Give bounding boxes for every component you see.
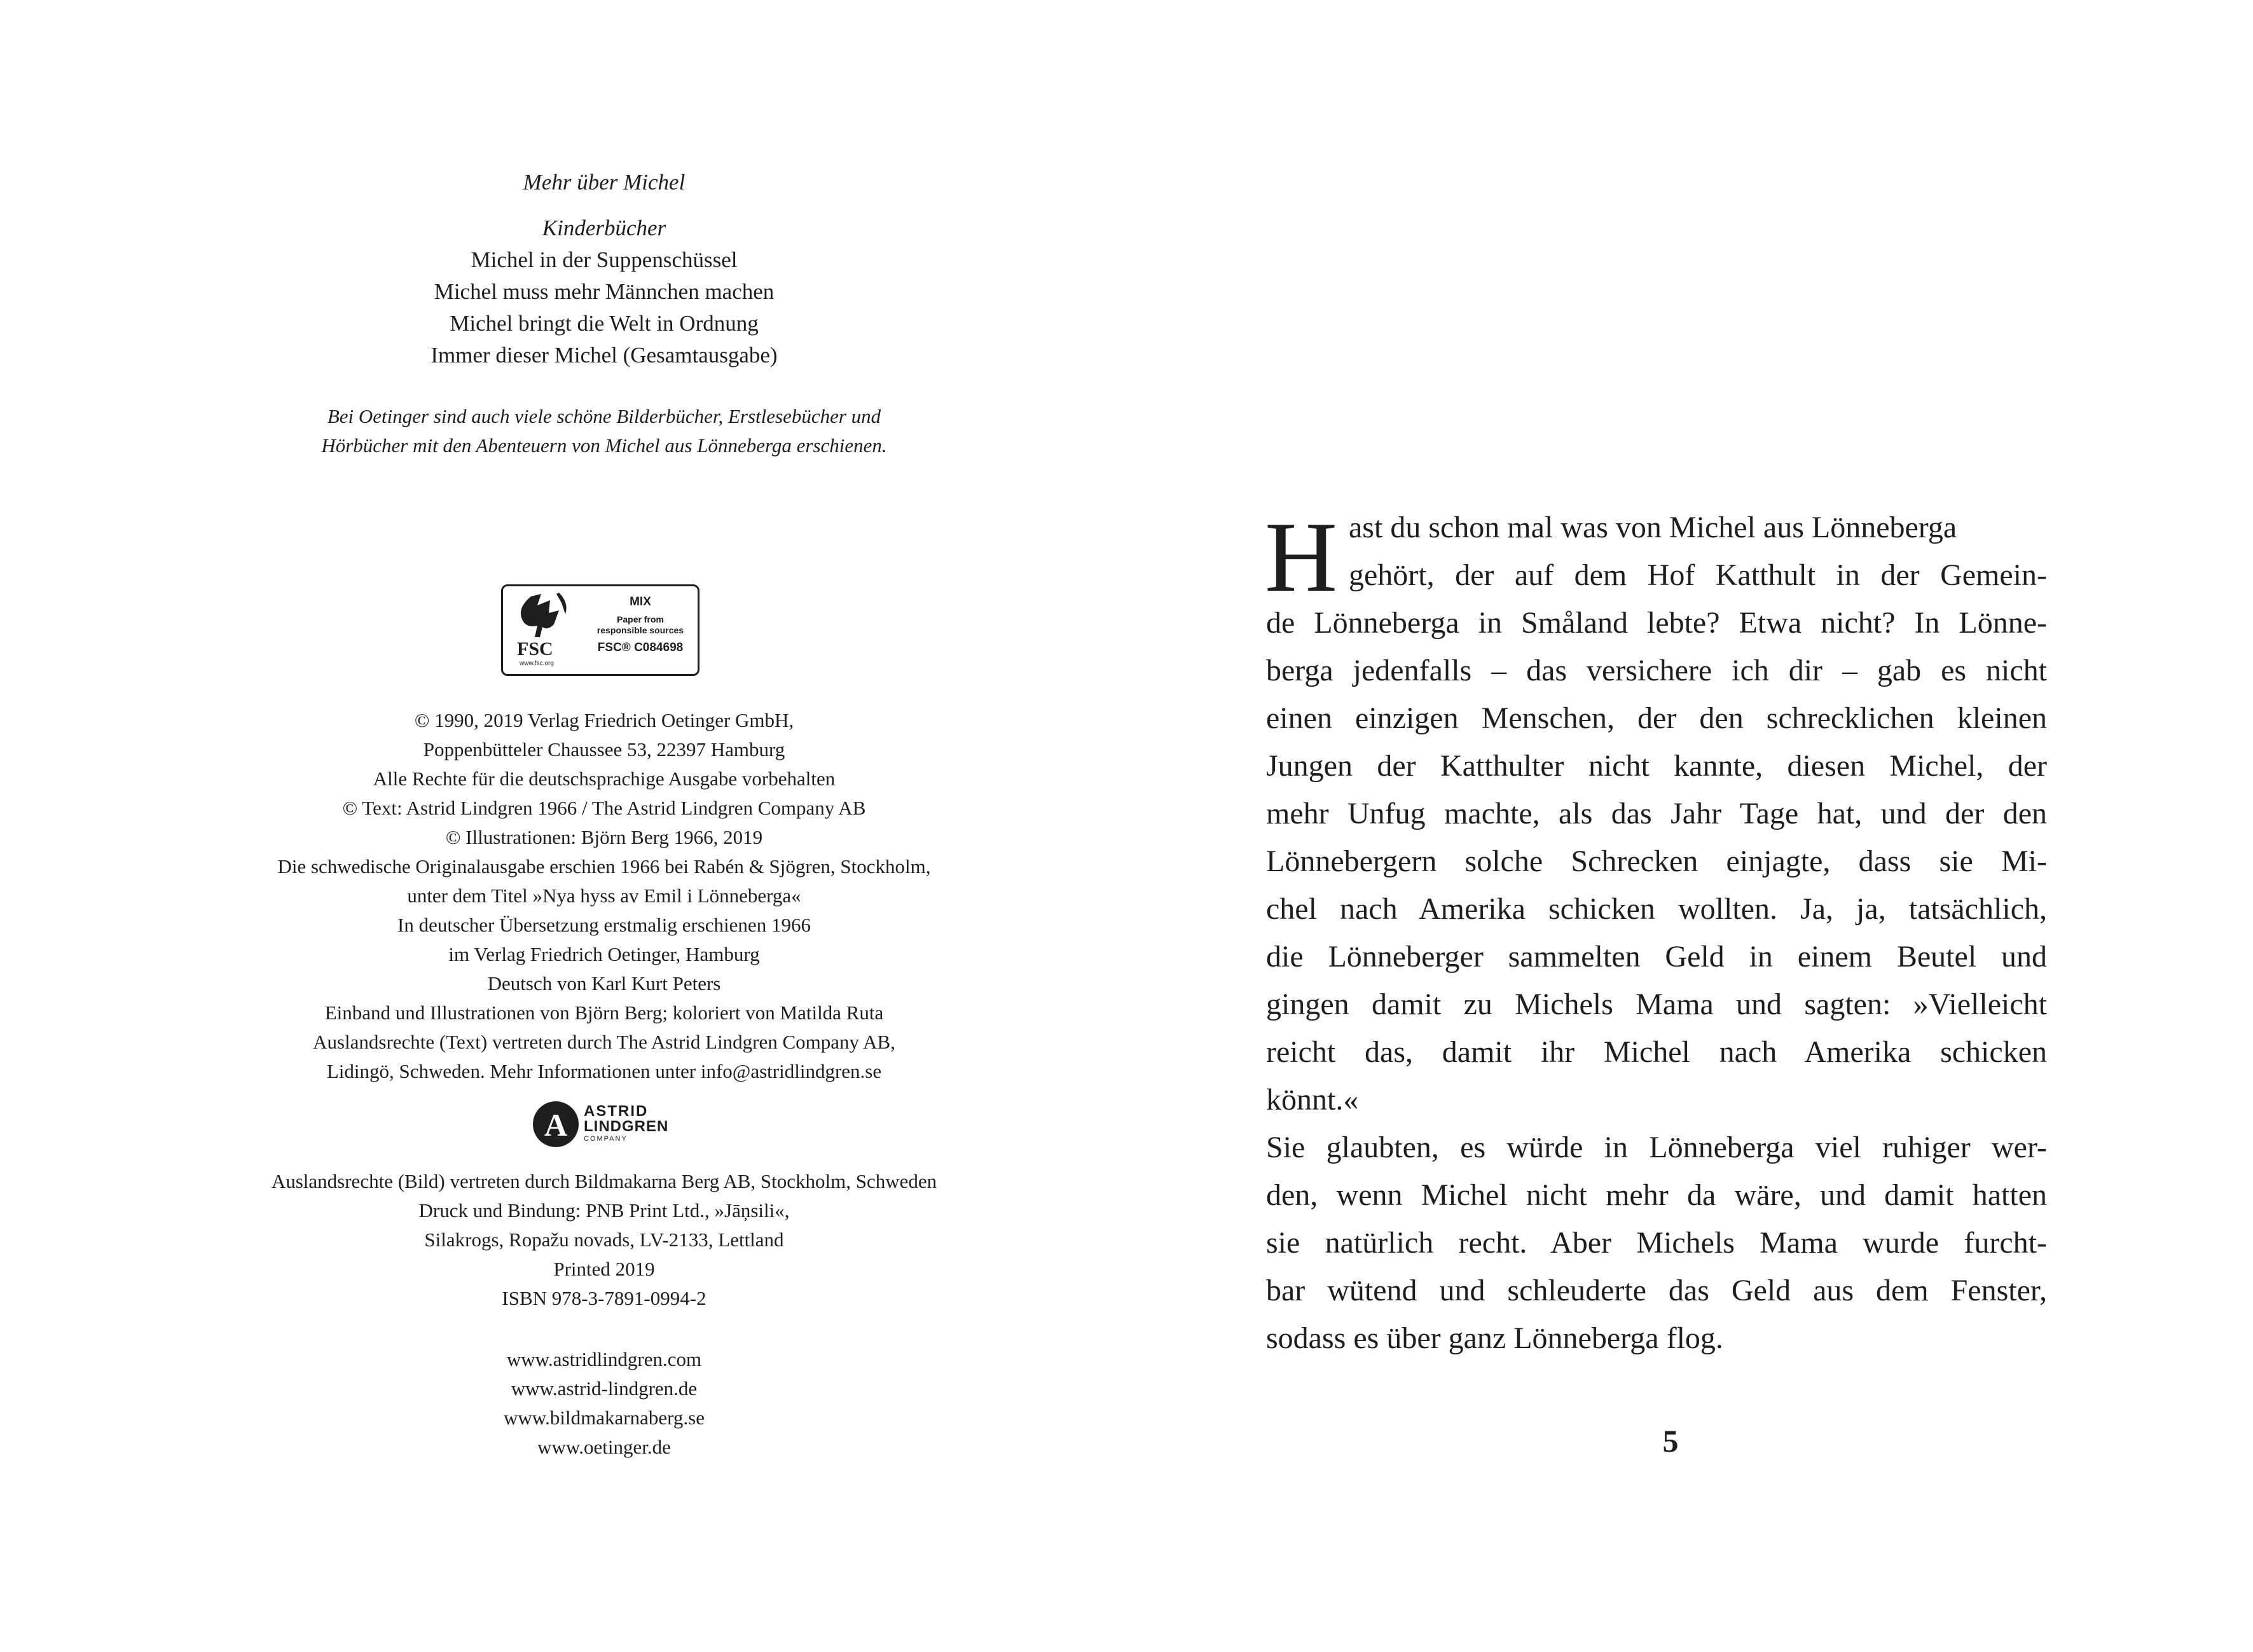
story-line: mehr Unfug machte, als das Jahr Tage hat, und der den — [1266, 797, 2047, 830]
story-line: chel nach Amerika schicken wollten. Ja, ja, tatsächlich, — [1266, 892, 2047, 926]
left-page-imprint — [0, 0, 1126, 1652]
website-link[interactable]: www.bildmakarnaberg.se — [504, 1407, 705, 1429]
copyright-line: unter dem Titel »Nya hyss av Emil i Lönneberga« — [407, 885, 801, 907]
websites-block — [184, 1345, 1024, 1462]
more-about-heading-text: Mehr über Michel — [523, 170, 686, 195]
logo-line: ASTRID — [584, 1103, 649, 1120]
story-line: den, wenn Michel nicht mehr da wäre, und damit hatten — [1266, 1178, 2047, 1212]
website-link[interactable]: www.oetinger.de — [537, 1436, 671, 1458]
oetinger-note — [184, 402, 1024, 460]
story-line: berga jedenfalls – das versichere ich dir – gab es nicht — [1266, 654, 2047, 687]
copyright-line: Die schwedische Originalausgabe erschien 1966 bei Rabén & Sjögren, Stockholm, — [277, 855, 931, 878]
astrid-lindgren-mark-icon: A — [533, 1101, 579, 1147]
print-info-block — [184, 1167, 1024, 1313]
story-line: sodass es über ganz Lönneberga flog. — [1266, 1321, 1723, 1355]
story-line: ast du schon mal was von Michel aus Lönneberga — [1349, 511, 1957, 544]
copyright-line: © 1990, 2019 Verlag Friedrich Oetinger GmbH, — [414, 709, 794, 731]
website-link[interactable]: www.astrid-lindgren.de — [511, 1377, 698, 1400]
copyright-line: Lidingö, Schweden. Mehr Informationen unter info@astridlindgren.se — [326, 1060, 882, 1082]
fsc-url-text: www.fsc.org — [520, 660, 554, 667]
childrens-books-heading: Kinderbücher — [542, 216, 666, 240]
page-number: 5 — [1662, 1423, 1679, 1459]
childrens-books-list — [184, 212, 1024, 371]
print-line: Auslandsrechte (Bild) vertreten durch Bildmakarna Berg AB, Stockholm, Schweden — [271, 1170, 937, 1192]
fsc-paper-line: responsible sources — [596, 625, 684, 635]
copyright-line: Auslandsrechte (Text) vertreten durch The Astrid Lindgren Company AB, — [313, 1031, 895, 1053]
drop-cap: H — [1265, 502, 1338, 613]
story-line: Lönnebergern solche Schrecken einjagte, dass sie Mi- — [1266, 844, 2047, 878]
copyright-line: © Text: Astrid Lindgren 1966 / The Astrid Lindgren Company AB — [342, 797, 866, 819]
oetinger-note-line: Bei Oetinger sind auch viele schöne Bilderbücher, Erstlesebücher und — [327, 405, 881, 427]
story-line: könnt.« — [1266, 1083, 1359, 1117]
book-title: Michel bringt die Welt in Ordnung — [450, 311, 759, 336]
story-line: reicht das, damit ihr Michel nach Amerika schicken — [1266, 1035, 2047, 1069]
astrid-lindgren-wordmark — [584, 1104, 668, 1143]
copyright-line: Deutsch von Karl Kurt Peters — [487, 972, 721, 995]
print-line: Printed 2019 — [553, 1258, 655, 1280]
copyright-line: im Verlag Friedrich Oetinger, Hamburg — [448, 943, 760, 965]
logo-line: LINDGREN — [584, 1118, 669, 1135]
fsc-code: FSC® C084698 — [597, 641, 684, 654]
story-line: die Lönneberger sammelten Geld in einem Beutel und — [1266, 940, 2047, 974]
story-line: gingen damit zu Michels Mama und sagten: »Vielleicht — [1266, 988, 2047, 1021]
story-line: de Lönneberga in Småland lebte? Etwa nicht? In Lönne- — [1266, 606, 2047, 640]
right-page-story — [1126, 0, 2253, 1652]
fsc-paper-line: Paper from — [617, 614, 664, 624]
story-line: sie natürlich recht. Aber Michels Mama wurde furcht- — [1266, 1226, 2047, 1260]
astrid-lindgren-company-logo — [533, 1101, 686, 1151]
fsc-logo — [501, 584, 699, 676]
website-link[interactable]: www.astridlindgren.com — [506, 1348, 702, 1370]
book-title: Michel in der Suppenschüssel — [471, 247, 738, 272]
story-line: einen einzigen Menschen, der den schrecklichen kleinen — [1266, 701, 2047, 735]
book-title: Michel muss mehr Männchen machen — [434, 279, 775, 304]
isbn: ISBN 978-3-7891-0994-2 — [502, 1287, 706, 1309]
oetinger-note-line: Hörbücher mit den Abenteuern von Michel aus Lönneberga erschienen. — [321, 434, 887, 457]
print-line: Silakrogs, Ropažu novads, LV-2133, Lettland — [424, 1229, 784, 1251]
copyright-line: In deutscher Übersetzung erstmalig erschienen 1966 — [397, 914, 811, 936]
more-about-heading — [184, 167, 1024, 198]
story-line: bar wütend und schleuderte das Geld aus dem Fenster, — [1266, 1274, 2047, 1307]
fsc-mix: MIX — [630, 595, 651, 609]
book-title: Immer dieser Michel (Gesamtausgabe) — [431, 343, 778, 368]
story-line: Jungen der Katthulter nicht kannte, diesen Michel, der — [1266, 749, 2047, 783]
copyright-line: Einband und Illustrationen von Björn Berg; koloriert von Matilda Ruta — [324, 1002, 884, 1024]
copyright-line: © Illustrationen: Björn Berg 1966, 2019 — [445, 826, 763, 848]
print-line: Druck und Bindung: PNB Print Ltd., »Jāņsili«, — [418, 1199, 790, 1222]
story-line: Sie glaubten, es würde in Lönneberga viel ruhiger wer- — [1266, 1131, 2047, 1164]
fsc-mark-text: FSC — [517, 638, 553, 659]
copyright-line: Alle Rechte für die deutschsprachige Ausgabe vorbehalten — [373, 767, 836, 790]
copyright-block — [184, 706, 1024, 1086]
story-line: gehört, der auf dem Hof Katthult in der Gemein- — [1349, 558, 2047, 592]
story-text — [1266, 504, 2047, 1368]
logo-line: COMPANY — [584, 1135, 628, 1143]
fsc-label — [584, 594, 696, 656]
copyright-line: Poppenbütteler Chaussee 53, 22397 Hamburg — [423, 738, 785, 761]
fsc-tree-icon — [512, 591, 582, 670]
